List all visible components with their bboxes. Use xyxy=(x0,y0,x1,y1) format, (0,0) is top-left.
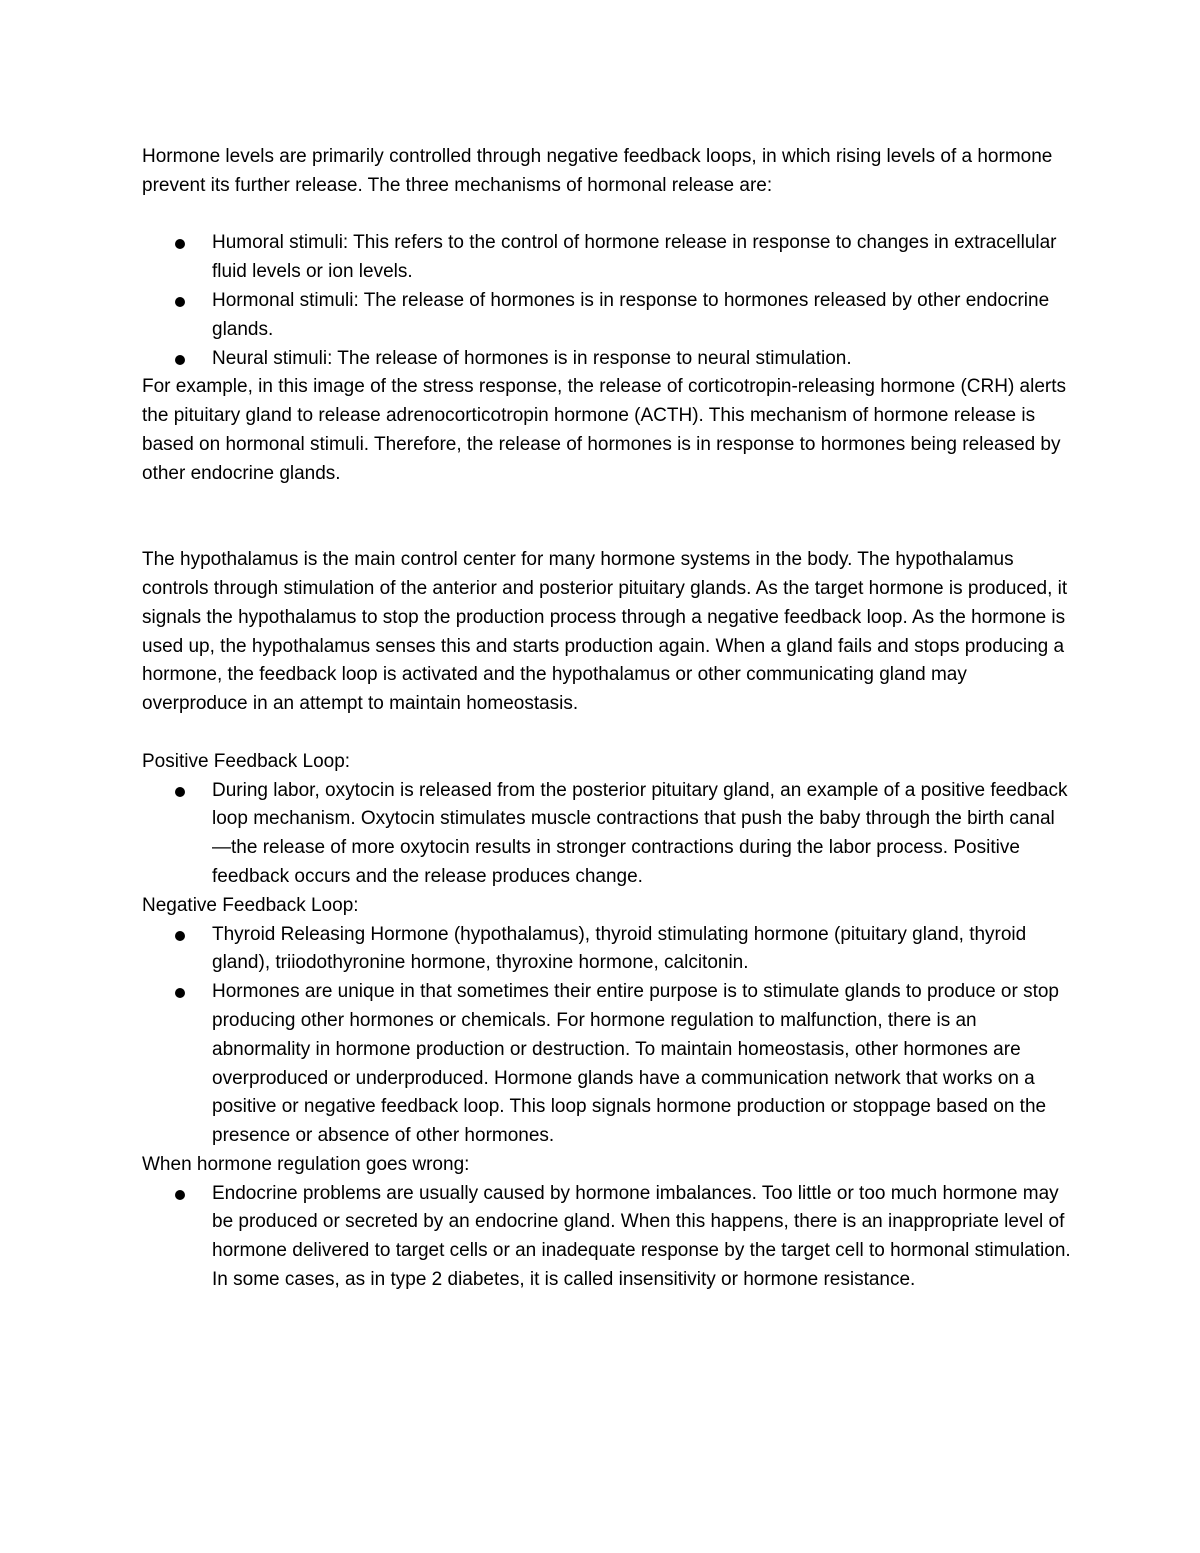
list-item xyxy=(142,978,1072,1151)
list-item-text: Hormones are unique in that sometimes their entire purpose is to stimulate glands to produce or stop producing other hormones or chemicals. For hormone regulation to malfunction, there is an abnormality in hormone production or destruction. To maintain homeostasis, other hormones are overproduced or underproduced. Hormone glands have a communication network that works on a positive or negative feedback loop. This loop signals hormone production or stoppage based on the presence or absence of other hormones. xyxy=(212,981,1060,1147)
bullet-icon xyxy=(175,355,185,365)
spacer xyxy=(142,719,1072,748)
hypothalamus-paragraph: The hypothalamus is the main control center for many hormone systems in the body. The hypothalamus controls through stimulation of the anterior and posterior pituitary glands. As the target hormone is produced, it signals the hypothalamus to stop the production process through a negative feedback loop. As the hormone is used up, the hypothalamus senses this and starts production again. When a gland fails and stops producing a hormone, the feedback loop is activated and the hypothalamus or other communicating gland may overproduce in an attempt to maintain homeostasis. xyxy=(142,549,1068,715)
list-item xyxy=(142,921,1072,979)
list-item-text: During labor, oxytocin is released from the posterior pituitary gland, an example of a positive feedback loop mechanism. Oxytocin stimulates muscle contractions that push the baby through the birth canal—the release of more oxytocin results in stronger contractions during the labor process. Positive feedback occurs and the release produces change. xyxy=(212,779,1068,887)
list-item-text: Humoral stimuli: This refers to the control of hormone release in response to changes in extracellular fluid levels or ion levels. xyxy=(212,232,1057,283)
document-page xyxy=(142,143,1072,1295)
bullet-icon xyxy=(175,239,185,249)
mechanisms-list xyxy=(142,229,1072,373)
list-item xyxy=(142,287,1072,345)
bullet-icon xyxy=(175,988,185,998)
spacer xyxy=(142,489,1072,547)
negative-feedback-list xyxy=(142,921,1072,1151)
list-item xyxy=(142,229,1072,287)
list-item xyxy=(142,777,1072,892)
negative-feedback-heading: Negative Feedback Loop: xyxy=(142,894,359,916)
positive-feedback-list xyxy=(142,777,1072,892)
bullet-icon xyxy=(175,297,185,307)
list-item-text: Endocrine problems are usually caused by hormone imbalances. Too little or too much hormone may be produced or secreted by an endocrine gland. When this happens, there is an inappropriate level of hormone delivered to target cells or an inadequate response by the target cell to hormonal stimulation. In some cases, as in type 2 diabetes, it is called insensitivity or hormone resistance. xyxy=(212,1182,1071,1291)
regulation-wrong-list xyxy=(142,1180,1072,1295)
spacer xyxy=(142,201,1072,230)
bullet-icon xyxy=(175,1190,185,1200)
list-item-text: Thyroid Releasing Hormone (hypothalamus), thyroid stimulating hormone (pituitary gland, thyroid gland), triiodothyronine hormone, thyroxine hormone, calcitonin. xyxy=(212,923,1027,974)
list-item-text: Hormonal stimuli: The release of hormones is in response to hormones released by other endocrine glands. xyxy=(212,289,1050,340)
intro-paragraph: Hormone levels are primarily controlled through negative feedback loops, in which rising levels of a hormone prevent its further release. The three mechanisms of hormonal release are: xyxy=(142,146,1053,196)
bullet-icon xyxy=(175,931,185,941)
regulation-wrong-heading: When hormone regulation goes wrong: xyxy=(142,1153,470,1175)
positive-feedback-heading: Positive Feedback Loop: xyxy=(142,750,351,772)
list-item xyxy=(142,345,1072,374)
list-item-text: Neural stimuli: The release of hormones is in response to neural stimulation. xyxy=(212,347,852,369)
example-paragraph: For example, in this image of the stress response, the release of corticotropin-releasing hormone (CRH) alerts the pituitary gland to release adrenocorticotropin hormone (ACTH). This mechanism of hormone release is based on hormonal stimuli. Therefore, the release of hormones is in response to hormones being released by other endocrine glands. xyxy=(142,376,1067,484)
bullet-icon xyxy=(175,787,185,797)
list-item xyxy=(142,1180,1072,1295)
